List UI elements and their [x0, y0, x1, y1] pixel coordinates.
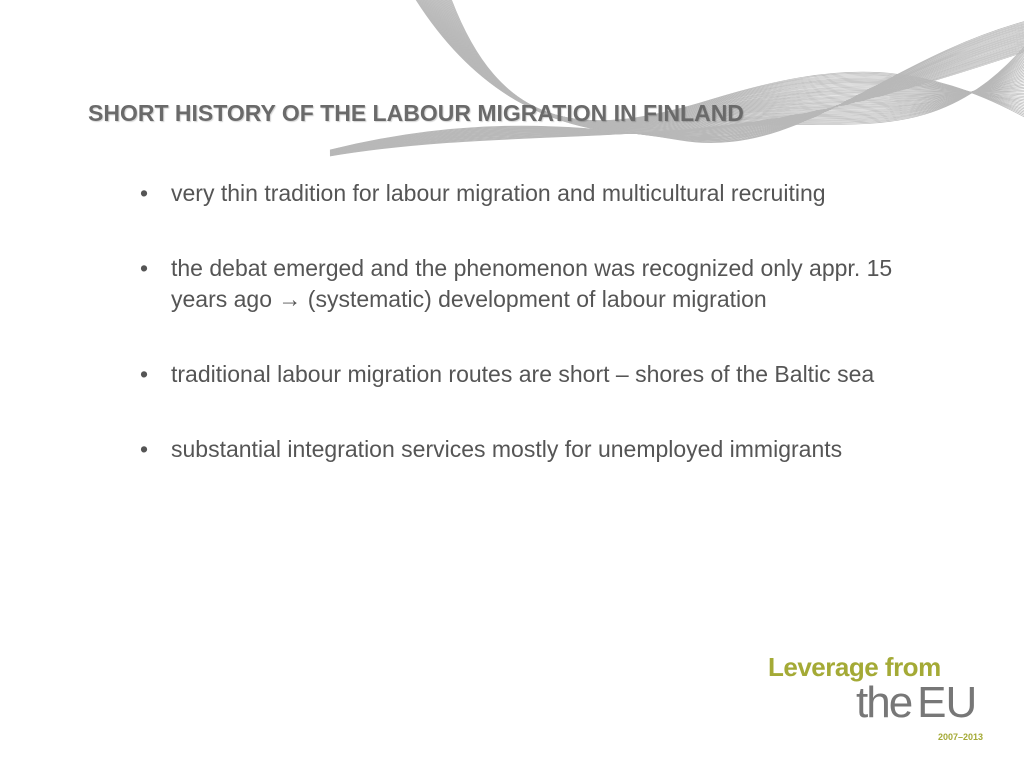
logo-years: 2007–2013	[938, 732, 984, 742]
bullet-list	[140, 178, 900, 465]
bullet-marker: •	[140, 180, 149, 206]
bullet-marker: •	[140, 255, 149, 281]
bullet-marker: •	[140, 361, 149, 387]
bullet-text: substantial integration services mostly for unemployed immigrants	[171, 436, 843, 462]
bullet-text: the debat emerged and the phenomenon was recognized only appr. 15 years ago → (systematic) development of labour migration	[171, 255, 893, 312]
bullet-text: very thin tradition for labour migration and multicultural recruiting	[171, 180, 826, 206]
bullet-item	[140, 434, 900, 465]
logo-eu: EU	[917, 678, 977, 727]
bullet-item	[140, 178, 900, 209]
slide-title: SHORT HISTORY OF THE LABOUR MIGRATION IN FINLAND	[88, 100, 744, 126]
logo-the: the	[856, 678, 912, 727]
leverage-from-the-eu-logo	[768, 652, 1008, 748]
bullet-marker: •	[140, 436, 149, 462]
logo-the-eu	[856, 678, 976, 728]
bullet-item	[140, 359, 900, 390]
bullet-item	[140, 253, 900, 315]
logo-tagline: Leverage from	[768, 652, 941, 682]
bullet-text: traditional labour migration routes are short – shores of the Baltic sea	[171, 361, 875, 387]
